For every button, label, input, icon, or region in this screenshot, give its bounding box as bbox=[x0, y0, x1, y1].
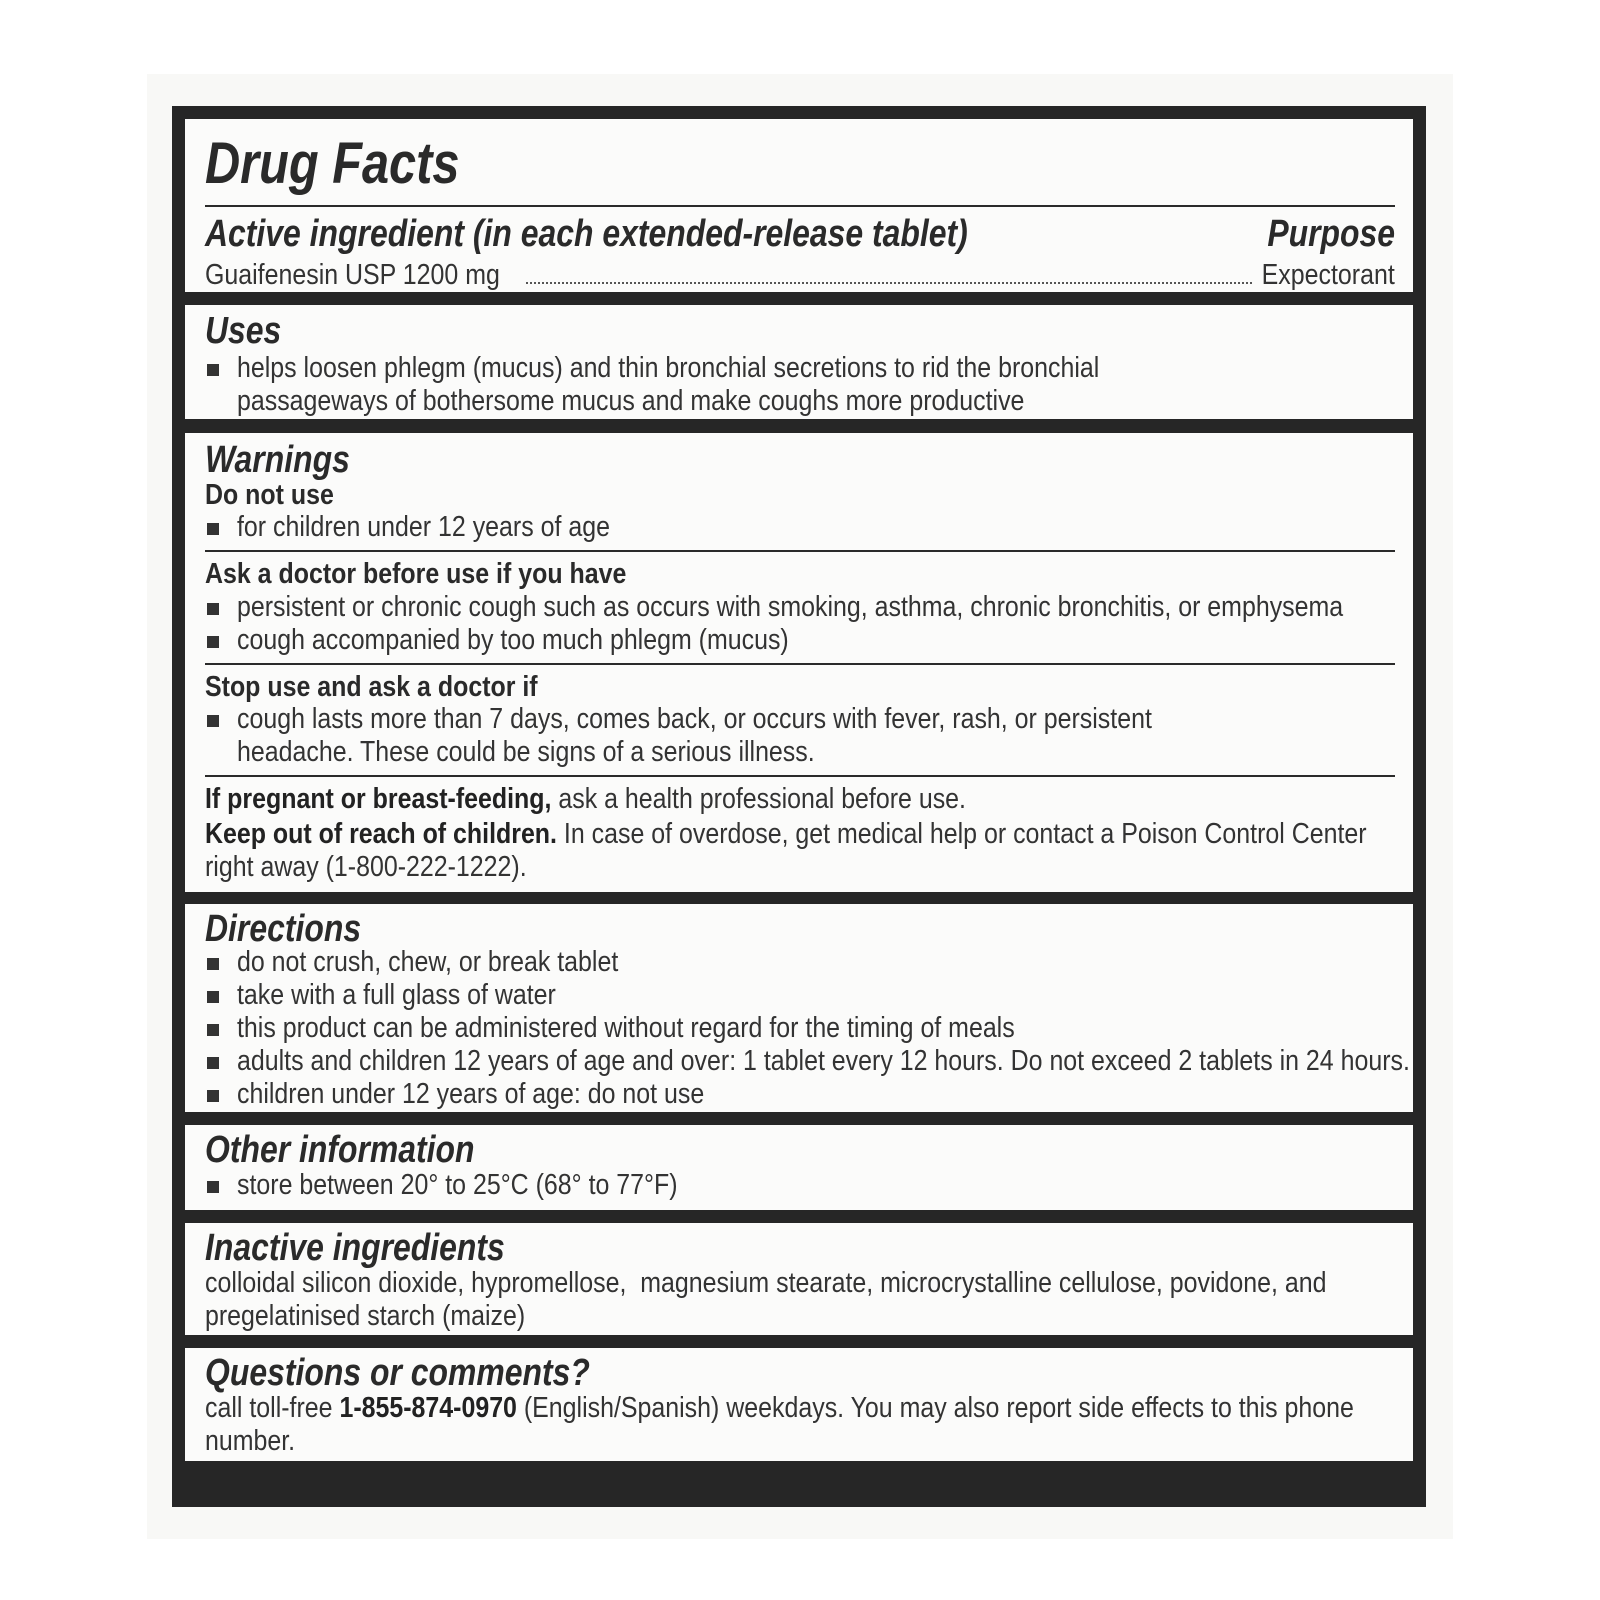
pregnancy-warning bbox=[205, 783, 1395, 816]
bullet-icon bbox=[207, 603, 219, 615]
ask-doctor-item: cough accompanied by too much phlegm (mucus) bbox=[237, 623, 789, 656]
list-item bbox=[205, 946, 1395, 979]
phone-number: 1-855-874-0970 bbox=[339, 1392, 517, 1424]
drug-facts-title: Drug Facts bbox=[205, 131, 460, 196]
list-item bbox=[205, 511, 1395, 544]
list-item bbox=[205, 624, 1395, 657]
do-not-use-title: Do not use bbox=[205, 479, 334, 511]
directions-item: children under 12 years of age: do not use bbox=[237, 1078, 705, 1110]
bullet-icon bbox=[207, 958, 219, 970]
warnings-title: Warnings bbox=[205, 439, 350, 481]
questions-title: Questions or comments? bbox=[205, 1352, 590, 1394]
questions-text-wrap bbox=[205, 1392, 1395, 1458]
bullet-icon bbox=[207, 364, 219, 376]
list-item bbox=[205, 703, 1395, 769]
stop-use-item: cough lasts more than 7 days, comes back, or occurs with fever, rash, or persistent headache. These could be signs of a serious illness. bbox=[237, 703, 1152, 769]
bullet-icon bbox=[207, 1090, 219, 1102]
list-item bbox=[205, 591, 1395, 624]
ask-doctor-title: Ask a doctor before use if you have bbox=[205, 558, 627, 591]
list-item bbox=[205, 352, 1395, 418]
keep-out-text: In case of overdose, get medical help or contact a Poison Control Center right away (1-800-222-1222). bbox=[205, 818, 1367, 884]
directions-item: adults and children 12 years of age and over: 1 tablet every 12 hours. Do not exceed 2 tablets in 24 hours. bbox=[237, 1045, 1410, 1077]
questions-text-before: call toll-free bbox=[205, 1392, 340, 1424]
uses-title: Uses bbox=[205, 310, 282, 352]
drug-facts-header-panel bbox=[185, 119, 1413, 292]
bullet-icon bbox=[207, 1181, 219, 1193]
purpose-heading: Purpose bbox=[1267, 213, 1395, 255]
bullet-icon bbox=[207, 991, 219, 1003]
stop-use-title: Stop use and ask a doctor if bbox=[205, 670, 538, 703]
pregnancy-warning-bold: If pregnant or breast-feeding, bbox=[205, 783, 552, 816]
pregnancy-warning-text: ask a health professional before use. bbox=[551, 783, 966, 816]
directions-panel bbox=[185, 904, 1413, 1112]
divider bbox=[205, 550, 1395, 552]
bullet-icon bbox=[207, 523, 219, 535]
divider bbox=[205, 205, 1395, 207]
inactive-ingredients-text-wrap bbox=[205, 1267, 1395, 1333]
directions-item: this product can be administered without regard for the timing of meals bbox=[237, 1012, 1015, 1044]
bullet-icon bbox=[207, 636, 219, 648]
directions-item: do not crush, chew, or break tablet bbox=[237, 946, 619, 978]
keep-out-warning bbox=[205, 818, 1395, 884]
uses-item-text: helps loosen phlegm (mucus) and thin bronchial secretions to rid the bronchial passageways of bothersome mucus and make coughs more productive bbox=[237, 352, 1100, 417]
directions-title: Directions bbox=[205, 908, 362, 950]
directions-item: take with a full glass of water bbox=[237, 979, 556, 1011]
directions-list bbox=[205, 946, 1410, 1111]
inactive-ingredients-panel bbox=[185, 1223, 1413, 1335]
ingredient-row bbox=[205, 259, 1395, 292]
warnings-panel bbox=[185, 433, 1413, 892]
questions-panel bbox=[185, 1348, 1413, 1461]
keep-out-bold: Keep out of reach of children. bbox=[205, 818, 557, 851]
active-ingredient-header-row bbox=[205, 215, 1395, 253]
do-not-use-item: for children under 12 years of age bbox=[237, 511, 610, 544]
list-item bbox=[205, 979, 1395, 1012]
inactive-ingredients-text: colloidal silicon dioxide, hypromellose, magnesium stearate, microcrystalline cellulose, povidone, and pregelatinised starch (maize) bbox=[205, 1267, 1334, 1332]
active-ingredient-heading: Active ingredient (in each extended-release tablet) bbox=[205, 213, 968, 255]
ingredient-purpose: Expectorant bbox=[1261, 259, 1395, 291]
list-item bbox=[205, 1169, 1395, 1202]
list-item bbox=[205, 1078, 1395, 1111]
questions-text-after: (English/Spanish) weekdays. You may also report side effects to this phone number. bbox=[205, 1392, 1354, 1457]
bullet-icon bbox=[207, 715, 219, 727]
uses-list bbox=[205, 352, 1395, 418]
divider bbox=[205, 663, 1395, 665]
dot-leader bbox=[526, 282, 1252, 284]
other-info-panel bbox=[185, 1125, 1413, 1210]
inactive-ingredients-title: Inactive ingredients bbox=[205, 1227, 505, 1269]
divider bbox=[205, 775, 1395, 777]
uses-panel bbox=[185, 305, 1413, 419]
bullet-icon bbox=[207, 1057, 219, 1069]
list-item bbox=[205, 1012, 1395, 1045]
ask-doctor-item: persistent or chronic cough such as occurs with smoking, asthma, chronic bronchitis, or emphysema bbox=[237, 590, 1344, 623]
bullet-icon bbox=[207, 1024, 219, 1036]
other-info-item: store between 20° to 25°C (68° to 77°F) bbox=[237, 1169, 678, 1201]
drug-facts-label bbox=[172, 106, 1426, 1507]
ingredient-name: Guaifenesin USP 1200 mg bbox=[205, 259, 500, 291]
list-item bbox=[205, 1045, 1410, 1078]
other-info-title: Other information bbox=[205, 1129, 475, 1171]
